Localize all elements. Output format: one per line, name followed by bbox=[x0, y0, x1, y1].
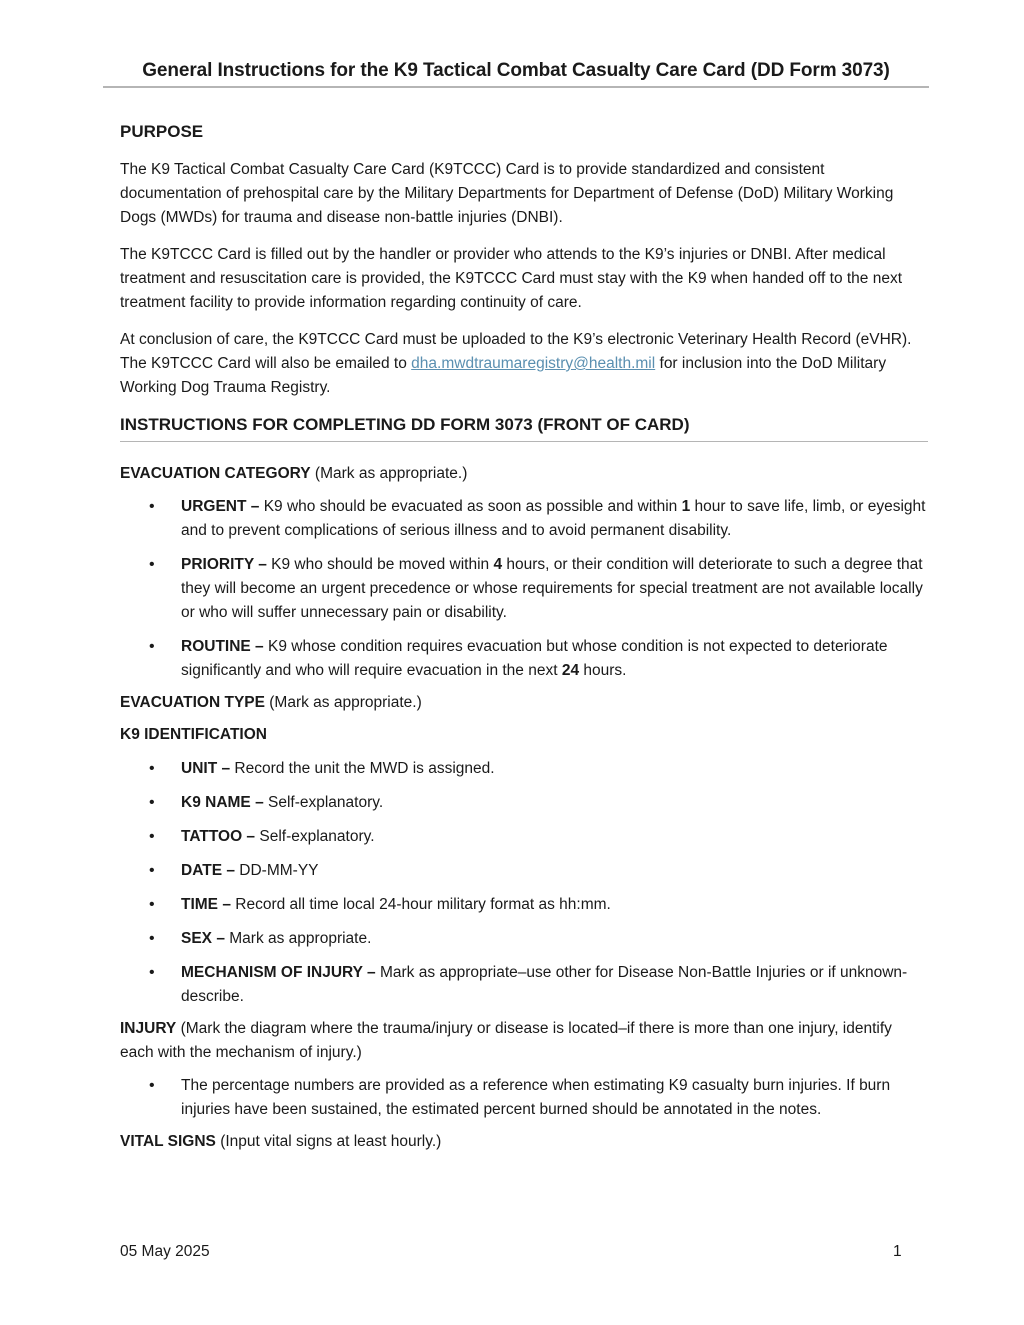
instructions-heading: INSTRUCTIONS FOR COMPLETING DD FORM 3073 (FRONT OF CARD) bbox=[120, 413, 928, 442]
sex-label: SEX – bbox=[181, 930, 230, 947]
purpose-paragraph-1: The K9 Tactical Combat Casualty Care Card (K9TCCC) Card is to provide standardized and consistent documentation of prehospital care by the Military Departments for Department of Defense (DoD) Military Working Dogs (MWDs) for trauma and disease non-battle injuries (DNBI). bbox=[120, 161, 894, 226]
routine-hours: 24 bbox=[561, 662, 580, 679]
list-item-mechanism-of-injury bbox=[120, 961, 928, 1009]
injury bbox=[120, 1017, 928, 1065]
k9-identification bbox=[120, 723, 928, 747]
purpose-p3-text: At conclusion of care, the K9TCCC Card must be uploaded to the K9’s electronic Veterinary Health Record (eVHR). The K9TCCC Card will also be emailed to bbox=[120, 331, 912, 372]
priority-hours: 4 bbox=[493, 556, 503, 573]
list-item-date bbox=[120, 859, 928, 883]
date-label: DATE – bbox=[181, 862, 240, 879]
time-text: Record all time local 24-hour military format as hh:mm. bbox=[235, 896, 611, 913]
purpose-paragraph-3 bbox=[120, 328, 928, 400]
time-label: TIME – bbox=[181, 896, 236, 913]
vital-signs-note: (Input vital signs at least hourly.) bbox=[215, 1133, 442, 1150]
k9-name-label: K9 NAME – bbox=[181, 794, 268, 811]
urgent-text: K9 who should be evacuated as soon as possible and within bbox=[263, 498, 682, 515]
list-item-urgent bbox=[120, 495, 928, 543]
tattoo-text: Self-explanatory. bbox=[259, 828, 375, 845]
mechanism-text: Mark as appropriate–use other for Disease Non-Battle Injuries or if unknown-describe. bbox=[181, 964, 908, 1005]
k9-identification-list bbox=[120, 757, 928, 1009]
list-item-priority bbox=[120, 553, 928, 625]
purpose-paragraph-2: The K9TCCC Card is filled out by the handler or provider who attends to the K9’s injuries or DNBI. After medical treatment and resuscitation care is provided, the K9TCCC Card must stay with the K9 when handed off to the next treatment facility to provide information regarding continuity of care. bbox=[120, 246, 903, 311]
list-item-burn-percentage: • The percentage numbers are provided as a reference when estimating K9 casualty burn injuries. If burn injuries have been sustained, the estimated percent burned should be annotated in the notes. bbox=[120, 1074, 928, 1122]
urgent-text-end: hour to save life, limb, or eyesight and to prevent complications of serious illness and to avoid permanent disability. bbox=[181, 498, 926, 539]
injury-label: INJURY bbox=[120, 1020, 177, 1037]
list-item-sex bbox=[120, 927, 928, 951]
document-body bbox=[120, 120, 928, 1154]
urgent-label: URGENT – bbox=[181, 498, 264, 515]
unit-text: Record the unit the MWD is assigned. bbox=[234, 760, 495, 777]
purpose-p3-text-end: for inclusion into the DoD Military Working Dog Trauma Registry. bbox=[120, 355, 887, 396]
list-item-k9-name bbox=[120, 791, 928, 815]
evacuation-type-label: EVACUATION TYPE bbox=[120, 694, 265, 711]
urgent-hours: 1 bbox=[681, 498, 691, 515]
routine-text: K9 whose condition requires evacuation but whose condition is not expected to deteriorate significantly and who will require evacuation in the next bbox=[181, 638, 888, 679]
k9-name-text: Self-explanatory. bbox=[268, 794, 384, 811]
priority-text-end: hours, or their condition will deteriorate to such a degree that they will become an urgent precedence or whose requirements for special treatment are not available locally or who will suffer unnecessary pain or disability. bbox=[181, 556, 923, 621]
vital-signs bbox=[120, 1130, 928, 1154]
evacuation-category-note: (Mark as appropriate.) bbox=[310, 465, 468, 482]
injury-list bbox=[120, 1074, 928, 1122]
list-item-unit bbox=[120, 757, 928, 781]
mechanism-label: MECHANISM OF INJURY – bbox=[181, 964, 380, 981]
k9-identification-label: K9 IDENTIFICATION bbox=[120, 726, 267, 743]
evacuation-type-note: (Mark as appropriate.) bbox=[264, 694, 422, 711]
vital-signs-label: VITAL SIGNS bbox=[120, 1133, 216, 1150]
evacuation-category-list bbox=[120, 495, 928, 683]
priority-label: PRIORITY – bbox=[181, 556, 272, 573]
list-item-tattoo bbox=[120, 825, 928, 849]
document-title: General Instructions for the K9 Tactical Combat Casualty Care Card (DD Form 3073) bbox=[103, 60, 929, 88]
routine-text-end: hours. bbox=[579, 662, 627, 679]
page-number: 1 bbox=[893, 1243, 902, 1260]
evacuation-type bbox=[120, 691, 928, 715]
priority-text: K9 who should be moved within bbox=[271, 556, 494, 573]
footer-date: 05 May 2025 bbox=[120, 1243, 210, 1260]
date-text: DD-MM-YY bbox=[239, 862, 319, 879]
injury-note: (Mark the diagram where the trauma/injury or disease is located–if there is more than one injury, identify each with the mechanism of injury.) bbox=[120, 1020, 892, 1061]
purpose-heading: PURPOSE bbox=[120, 122, 204, 141]
unit-label: UNIT – bbox=[181, 760, 235, 777]
registry-email-link[interactable]: dha.mwdtraumaregistry@health.mil bbox=[411, 355, 656, 372]
routine-label: ROUTINE – bbox=[181, 638, 268, 655]
evacuation-category-label: EVACUATION CATEGORY bbox=[120, 465, 311, 482]
list-item-time bbox=[120, 893, 928, 917]
sex-text: Mark as appropriate. bbox=[229, 930, 372, 947]
tattoo-label: TATTOO – bbox=[181, 828, 260, 845]
evacuation-category bbox=[120, 462, 928, 486]
list-item-routine bbox=[120, 635, 928, 683]
